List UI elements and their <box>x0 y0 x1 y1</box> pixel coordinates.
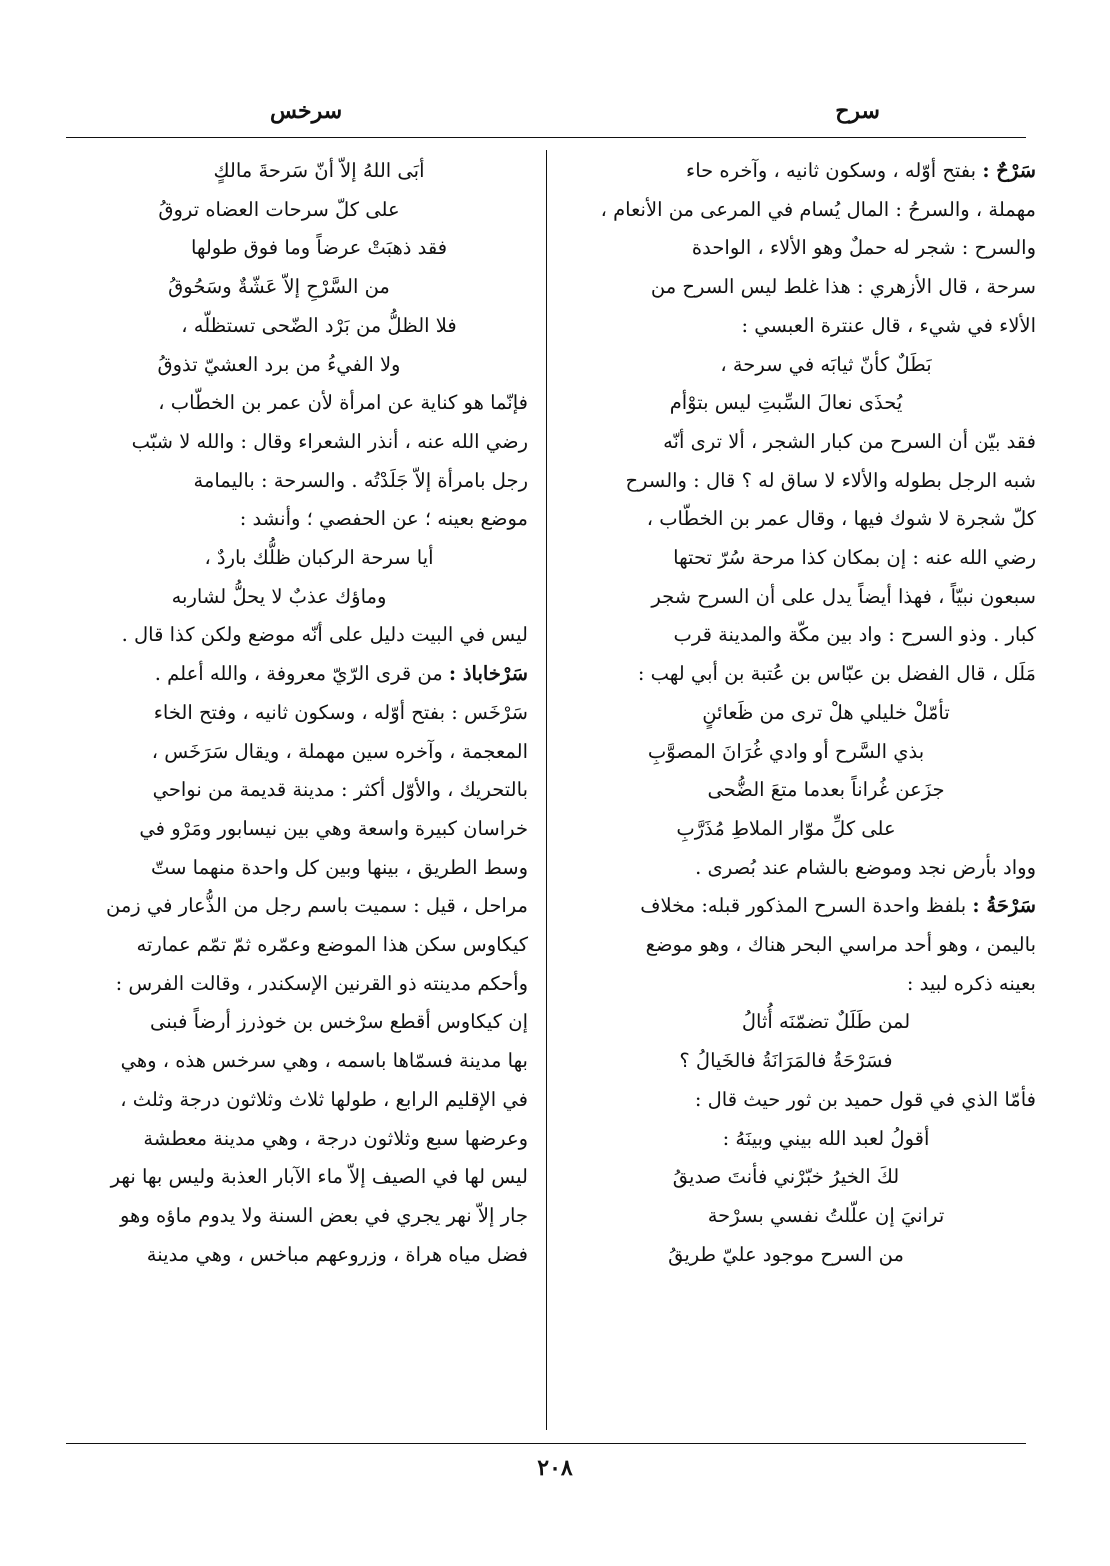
line-text: شبه الرجل بطوله والألاء لا ساق له ؟ قال : والسرح <box>625 468 1036 492</box>
verse-line <box>576 384 1036 423</box>
text-line <box>70 1042 528 1081</box>
text-line <box>576 539 1036 578</box>
line-text: المعجمة ، وآخره سين مهملة ، ويقال سَرَخَس ، <box>151 739 528 763</box>
line-text: فلا الظلُّ من بَرْد الضّحى تستظلّه ، <box>181 313 457 337</box>
line-text: وسط الطريق ، بينها وبين كل واحدة منهما ستّ <box>150 855 528 879</box>
line-text: لكَ الخيرُ خبّرْني فأنتَ صديقُ <box>672 1165 900 1189</box>
line-text: بالتحريك ، والأوّل أكثر : مدينة قديمة من نواحي <box>152 778 528 802</box>
text-line <box>576 965 1036 1004</box>
line-text: وعرضها سبع وثلاثون درجة ، وهي مدينة معطشة <box>143 1126 528 1150</box>
verse-line <box>70 539 528 578</box>
line-text: فقد بيّن أن السرح من كبار الشجر ، ألا ترى أنّه <box>663 429 1036 453</box>
line-text: وواد بأرض نجد وموضع بالشام عند بُصرى . <box>695 855 1036 879</box>
text-line <box>576 500 1036 539</box>
entry-headword: سَرْحَةُ : <box>972 894 1036 918</box>
line-text: ترانيَ إن علّلتُ نفسي بسرْحة <box>707 1203 945 1227</box>
verse-line <box>576 733 1036 772</box>
verse-line <box>70 346 528 385</box>
entry-headword: سَرْخاباذ : <box>448 662 528 686</box>
verse-line <box>576 1003 1036 1042</box>
header-rule <box>66 137 1026 138</box>
text-line <box>576 1081 1036 1120</box>
verse-line <box>576 694 1036 733</box>
line-text: كبار . وذو السرح : واد بين مكّة والمدينة قرب <box>673 623 1036 647</box>
line-text: سرحة ، قال الأزهري : هذا غلط ليس السرح من <box>650 275 1036 299</box>
line-text: بَطَلٌ كأنّ ثيابَه في سرحة ، <box>720 352 932 376</box>
verse-line <box>70 307 528 346</box>
text-line <box>70 384 528 423</box>
line-text: فقد ذهبَتْ عرضاً وما فوق طولها <box>190 236 448 260</box>
line-text: وأحكم مدينته ذو القرنين الإسكندر ، وقالت الفرس : <box>115 971 528 995</box>
text-line <box>576 229 1036 268</box>
text-line <box>576 616 1036 655</box>
text-line <box>70 1081 528 1120</box>
text-line <box>70 849 528 888</box>
line-text: مراحل ، قيل : سميت باسم رجل من الذُّعار في زمن <box>106 894 528 918</box>
line-text: فأمّا الذي في قول حميد بن ثور حيث قال : <box>694 1087 1036 1111</box>
line-text: من السَّرْحِ إلاّ عَشّةٌ وسَحُوقُ <box>168 275 390 299</box>
line-text: سَرْخَس : بفتح أوّله ، وسكون ثانيه ، وفتح الخاء <box>153 700 528 724</box>
text-line <box>70 771 528 810</box>
line-text: من السرح موجود عليّ طريقُ <box>668 1242 904 1266</box>
line-text: يُحذَى نعالَ السِّبتِ ليس بتوْأم <box>669 391 903 415</box>
page-header <box>70 98 1030 132</box>
page-number: ٢٠٨ <box>537 1455 573 1481</box>
line-text: وماؤك عذبٌ لا يحلُّ لشاربه <box>171 584 387 608</box>
verse-line <box>70 152 528 191</box>
line-text: أبَى اللهُ إلاّ أنّ سَرحةَ مالكٍ <box>213 159 425 182</box>
text-line <box>576 152 1036 191</box>
line-text: بذي السَّرح أو وادي غُرَانَ المصوَّبِ <box>647 739 925 763</box>
text-line <box>576 926 1036 965</box>
text-line <box>70 1003 528 1042</box>
text-line <box>70 616 528 655</box>
line-text: على كلِّ موّار الملاطِ مُذَرَّبِ <box>676 816 896 840</box>
line-text: كلّ شجرة لا شوك فيها ، وقال عمر بن الخطّاب ، <box>646 507 1036 531</box>
text-line <box>576 849 1036 888</box>
line-text: سبعون نبيّاً ، فهذا أيضاً يدل على أن السرح شجر <box>651 584 1036 608</box>
right-running-headword: سرح <box>835 98 880 124</box>
text-line <box>70 1158 528 1197</box>
text-line <box>576 307 1036 346</box>
line-text: رجل بامرأة إلاّ جَلَدْتُه . والسرحة : باليمامة <box>193 468 528 492</box>
text-line <box>70 1120 528 1159</box>
line-text: تأمّلْ خليلي هلْ ترى من ظَعائنٍ <box>702 700 950 724</box>
column-divider <box>546 150 547 1430</box>
line-text: لمن طَلَلٌ تضمّنَه أُثالُ <box>741 1010 911 1034</box>
right-column <box>576 152 1036 1274</box>
text-line <box>70 926 528 965</box>
text-line <box>576 191 1036 230</box>
text-line <box>70 887 528 926</box>
text-line <box>576 578 1036 617</box>
text-line <box>576 887 1036 926</box>
line-text: موضع بعينه ؛ عن الحفصي ؛ وأنشد : <box>239 507 528 531</box>
line-text: كيكاوس سكن هذا الموضع وعمّره ثمّ تمّم عمارته <box>136 933 528 957</box>
line-text: والسرح : شجر له حملٌ وهو الألاء ، الواحدة <box>691 236 1036 260</box>
text-line <box>70 694 528 733</box>
line-text: إن كيكاوس أقطع سرْخس بن خوذرز أرضاً فبنى <box>150 1010 528 1034</box>
line-text: رضي الله عنه : إن بمكان كذا مرحة سُرّ تحتها <box>673 546 1036 570</box>
line-text: ولا الفيءُ من برد العشيّ تذوقُ <box>157 352 401 376</box>
text-line <box>70 733 528 772</box>
line-text: فضل مياه هراة ، وزروعهم مباخس ، وهي مدينة <box>146 1242 528 1266</box>
text-line <box>576 655 1036 694</box>
line-text: بفتح أوّله ، وسكون ثانيه ، وآخره حاء <box>686 159 983 182</box>
text-line <box>70 423 528 462</box>
verse-line <box>576 1197 1036 1236</box>
text-line <box>70 1197 528 1236</box>
verse-line <box>70 268 528 307</box>
line-text: فسَرْحَةُ فالمَرَانَةُ فالخَيالُ ؟ <box>679 1049 893 1073</box>
line-text: من قرى الرّيّ معروفة ، والله أعلم . <box>154 662 449 686</box>
footer-rule <box>66 1443 1026 1444</box>
line-text: مَلَل ، قال الفضل بن عبّاس بن عُتبة بن أبي لهب : <box>637 662 1036 686</box>
line-text: على كلّ سرحات العضاه تروقُ <box>158 197 400 221</box>
verse-line <box>576 1158 1036 1197</box>
text-line <box>576 268 1036 307</box>
line-text: في الإقليم الرابع ، طولها ثلاث وثلاثون درجة وثلث ، <box>120 1087 528 1111</box>
line-text: فإنّما هو كناية عن امرأة لأن عمر بن الخطّاب ، <box>158 391 528 415</box>
verse-line <box>576 1120 1036 1159</box>
line-text: بعينه ذكره لبيد : <box>906 971 1036 995</box>
text-line <box>70 810 528 849</box>
left-column <box>70 152 528 1274</box>
text-line <box>576 462 1036 501</box>
verse-line <box>576 1236 1036 1275</box>
line-text: بلفظ واحدة السرح المذكور قبله: مخلاف <box>640 894 973 918</box>
entry-headword: سَرْحٌ : <box>982 159 1036 182</box>
verse-line <box>576 810 1036 849</box>
text-line <box>70 462 528 501</box>
verse-line <box>576 771 1036 810</box>
text-line <box>70 965 528 1004</box>
text-line <box>70 655 528 694</box>
text-line <box>70 500 528 539</box>
line-text: مهملة ، والسرحُ : المال يُسام في المرعى من الأنعام ، <box>600 197 1036 221</box>
line-text: باليمن ، وهو أحد مراسي البحر هناك ، وهو موضع <box>645 933 1036 957</box>
verse-line <box>70 191 528 230</box>
left-running-headword: سرخس <box>270 98 343 124</box>
text-line <box>576 423 1036 462</box>
line-text: أيا سرحة الركبان ظلُّك باردٌ ، <box>204 546 434 570</box>
line-text: الألاء في شيء ، قال عنترة العبسي : <box>741 313 1036 337</box>
line-text: خراسان كبيرة واسعة وهي بين نيسابور ومَرْو في <box>139 816 528 840</box>
line-text: جار إلاّ نهر يجري في بعض السنة ولا يدوم ماؤه وهو <box>119 1203 528 1227</box>
verse-line <box>576 1042 1036 1081</box>
line-text: ليس لها في الصيف إلاّ ماء الآبار العذبة وليس بها نهر <box>110 1165 528 1189</box>
line-text: أقولُ لعبد الله بيني وبينَهُ : <box>722 1126 930 1150</box>
line-text: جزَعن غُراناً بعدما متعَ الضُّحى <box>707 778 945 802</box>
verse-line <box>70 578 528 617</box>
verse-line <box>70 229 528 268</box>
line-text: رضي الله عنه ، أنذر الشعراء وقال : والله لا شبّب <box>131 429 528 453</box>
line-text: ليس في البيت دليل على أنّه موضع ولكن كذا قال . <box>121 623 528 647</box>
verse-line <box>576 346 1036 385</box>
line-text: بها مدينة فسمّاها باسمه ، وهي سرخس هذه ، وهي <box>120 1049 528 1073</box>
text-line <box>70 1236 528 1275</box>
